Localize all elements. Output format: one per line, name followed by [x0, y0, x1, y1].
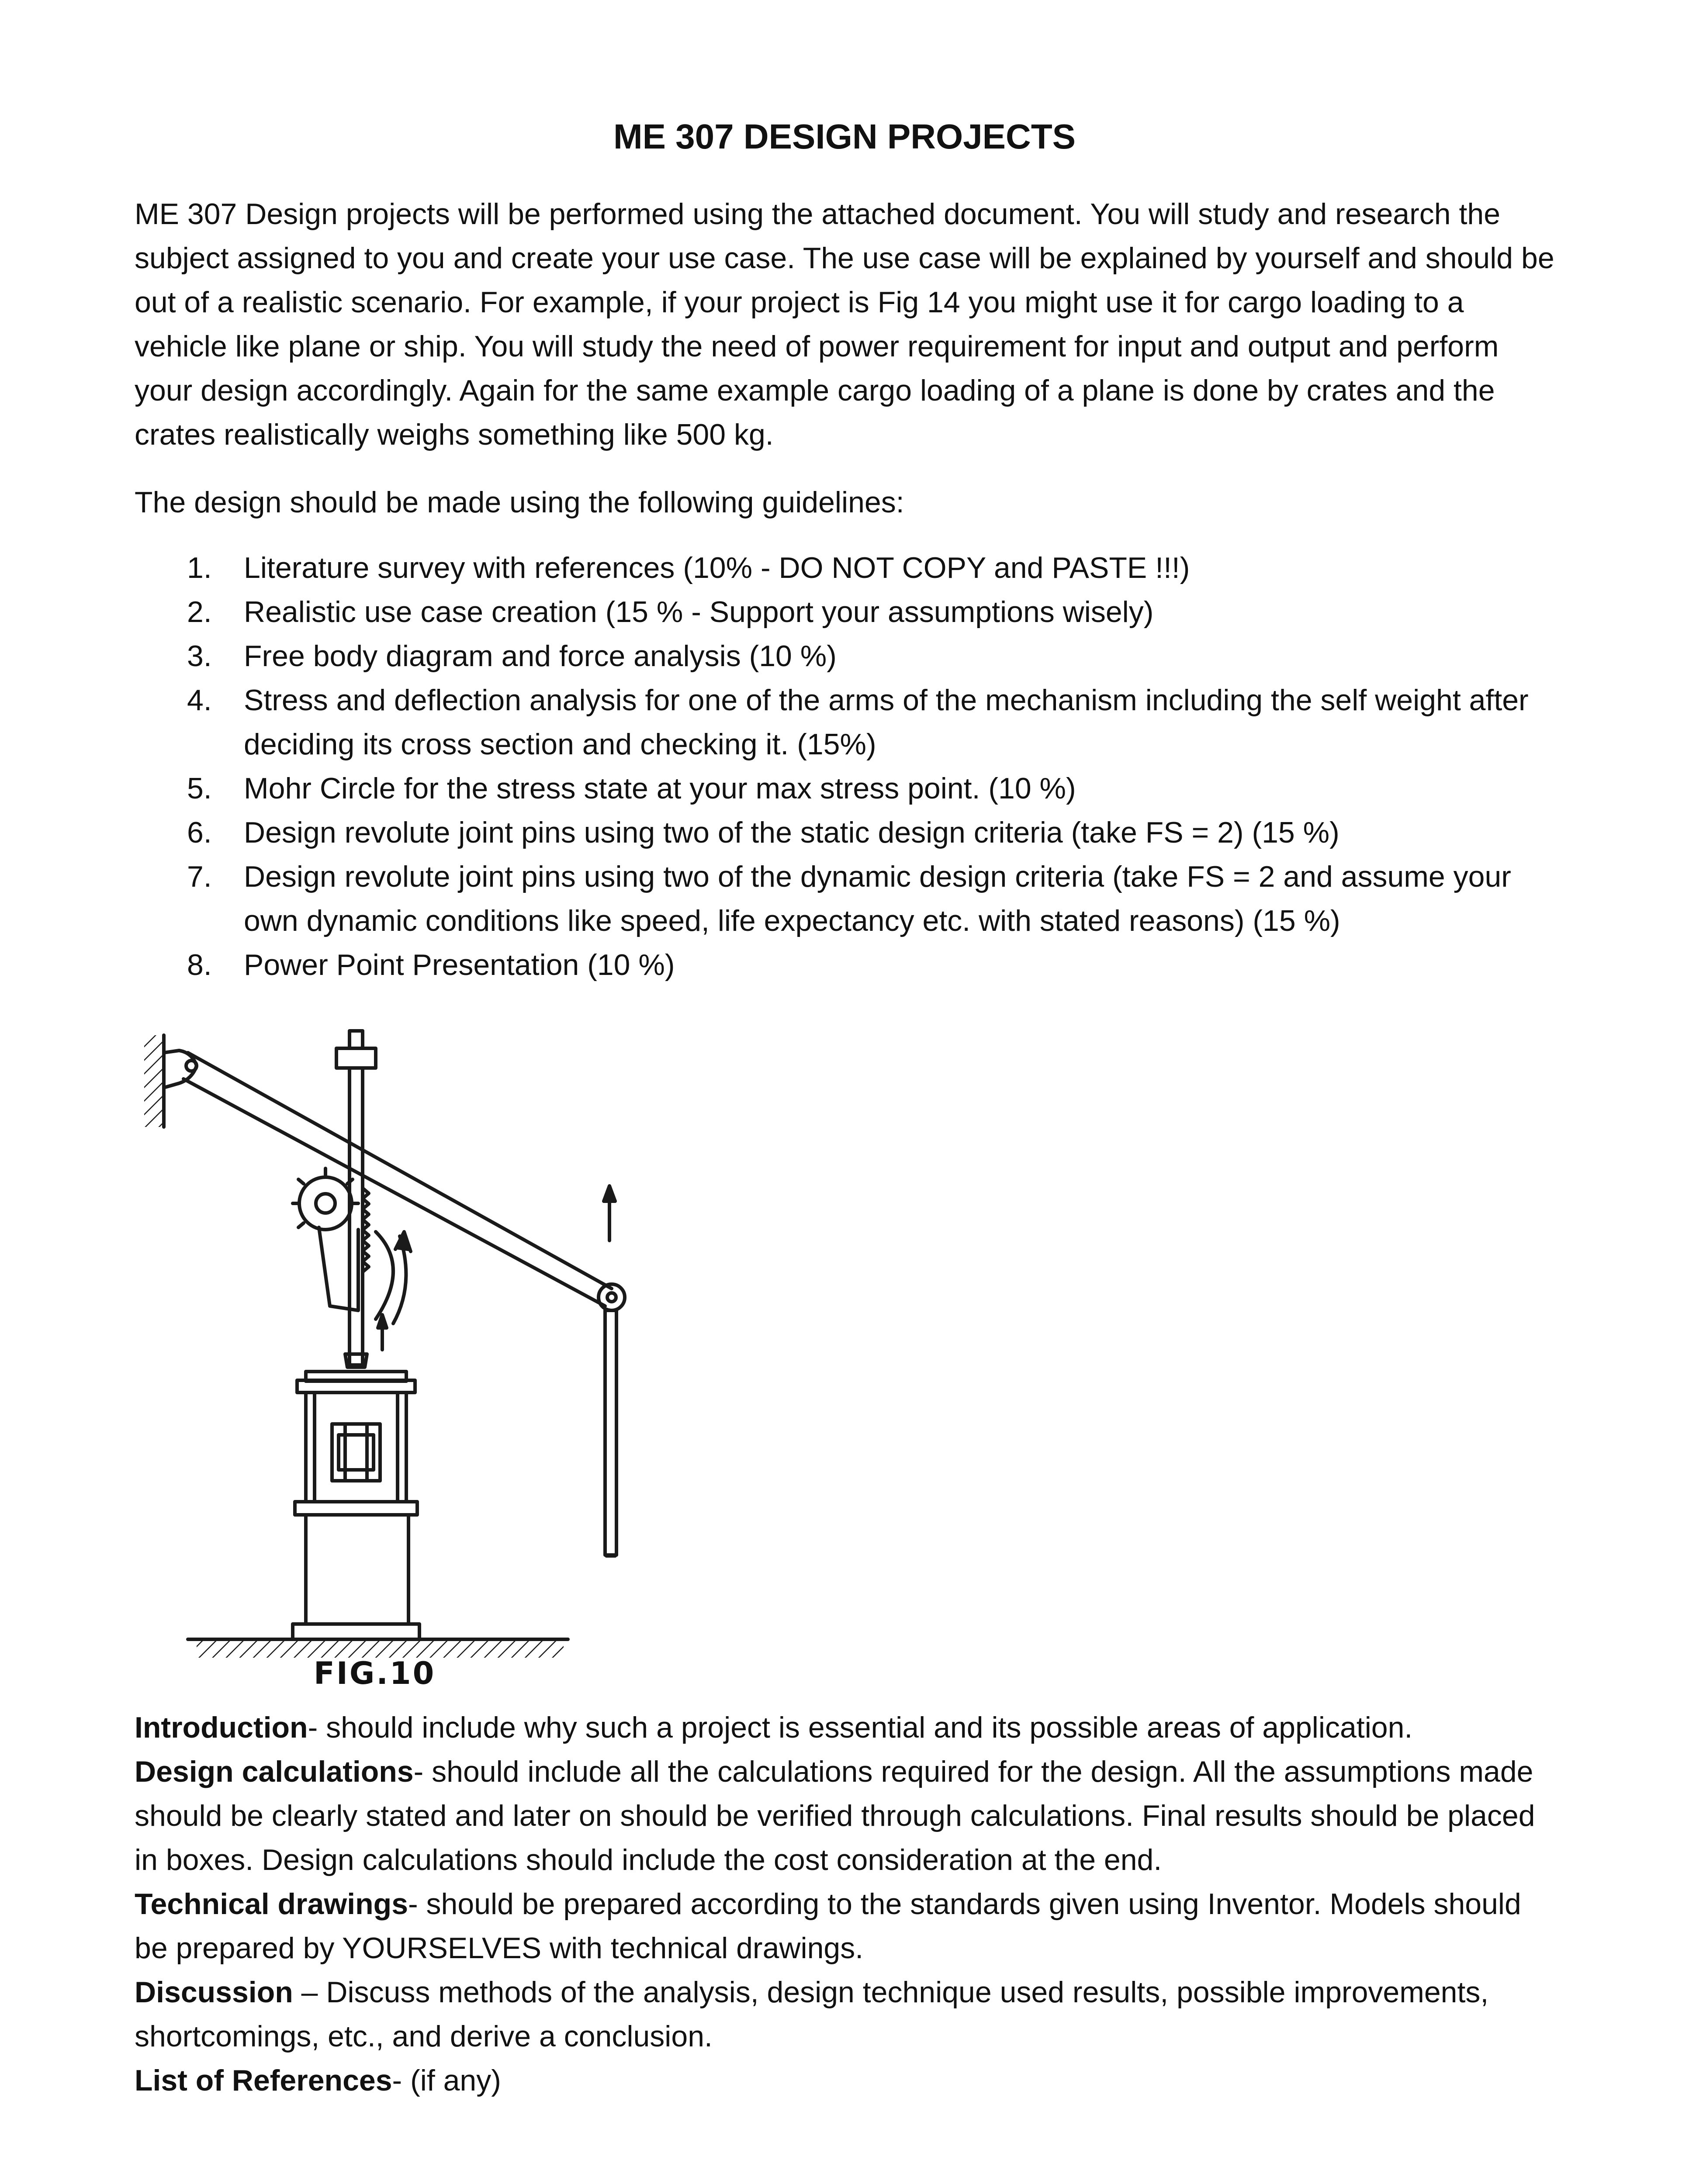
list-item: [135, 678, 1554, 767]
list-item-number: 5.: [187, 772, 212, 805]
section-descriptions: [135, 1706, 1554, 2103]
section-label: Technical drawings: [135, 1887, 408, 1921]
section-discussion: [135, 1970, 1554, 2059]
list-item: [135, 767, 1554, 811]
list-item-text: Design revolute joint pins using two of the static design criteria (take FS = 2) (15 %): [244, 816, 1339, 849]
figure-caption: FIG.10: [314, 1655, 436, 1691]
list-item-text: Literature survey with references (10% - DO NOT COPY and PASTE !!!): [244, 551, 1190, 584]
section-technical-drawings: [135, 1882, 1554, 1970]
list-item-text: Realistic use case creation (15 % - Support your assumptions wisely): [244, 595, 1154, 629]
list-item-text: Design revolute joint pins using two of the dynamic design criteria (take FS = 2 and assume your own dynamic conditions like speed, life expectancy etc. with stated reasons) (15 %): [244, 860, 1511, 937]
list-item-number: 6.: [187, 816, 212, 849]
list-item-number: 8.: [187, 948, 212, 981]
list-item-number: 3.: [187, 639, 212, 673]
section-label: Design calculations: [135, 1755, 414, 1788]
list-item-number: 2.: [187, 595, 212, 629]
section-text: - should include why such a project is essential and its possible areas of application.: [308, 1711, 1413, 1744]
section-design-calculations: [135, 1750, 1554, 1882]
guidelines-list: [135, 546, 1554, 987]
section-text: - (if any): [392, 2064, 501, 2097]
section-label: Discussion: [135, 1976, 293, 2009]
list-item: [135, 546, 1554, 590]
section-references: [135, 2059, 1554, 2103]
section-text: – Discuss methods of the analysis, design technique used results, possible improvements, shortcomings, etc., and derive a conclusion.: [135, 1976, 1489, 2053]
page-title: ME 307 DESIGN PROJECTS: [613, 117, 1076, 156]
list-item: [135, 811, 1554, 855]
list-item-number: 4.: [187, 684, 212, 717]
list-item: [135, 634, 1554, 678]
list-item: [135, 943, 1554, 987]
section-label: List of References: [135, 2064, 392, 2097]
section-text: - should include all the calculations required for the design. All the assumptions made should be clearly stated and later on should be verified through calculations. Final results should be placed in boxes. Design calculations should include the cost consideration at the end.: [135, 1755, 1535, 1876]
list-item: [135, 590, 1554, 634]
list-item-text: Power Point Presentation (10 %): [244, 948, 675, 981]
section-label: Introduction: [135, 1711, 308, 1744]
section-introduction: [135, 1706, 1554, 1750]
section-text: - should be prepared according to the standards given using Inventor. Models should be prepared by YOURSELVES with technical drawings.: [135, 1887, 1521, 1965]
list-item-number: 7.: [187, 860, 212, 893]
list-item-number: 1.: [187, 551, 212, 584]
list-item: [135, 855, 1554, 943]
list-item-text: Mohr Circle for the stress state at your max stress point. (10 %): [244, 772, 1076, 805]
guidelines-intro: The design should be made using the following guidelines:: [135, 486, 904, 519]
list-item-text: Free body diagram and force analysis (10 %): [244, 639, 837, 673]
list-item-text: Stress and deflection analysis for one of the arms of the mechanism including the self weight after deciding its cross section and checking it. (15%): [244, 684, 1529, 761]
hand-lever-press-diagram-icon: [131, 1005, 655, 1712]
intro-paragraph: ME 307 Design projects will be performed using the attached document. You will study and research the subject assigned to you and create your use case. The use case will be explained by yourself and should be out of a realistic scenario. For example, if your project is Fig 14 you might use it for cargo loading to a vehicle like plane or ship. You will study the need of power requirement for input and output and perform your design accordingly. Again for the same example cargo loading of a plane is done by crates and the crates realistically weighs something like 500 kg.: [135, 197, 1554, 451]
